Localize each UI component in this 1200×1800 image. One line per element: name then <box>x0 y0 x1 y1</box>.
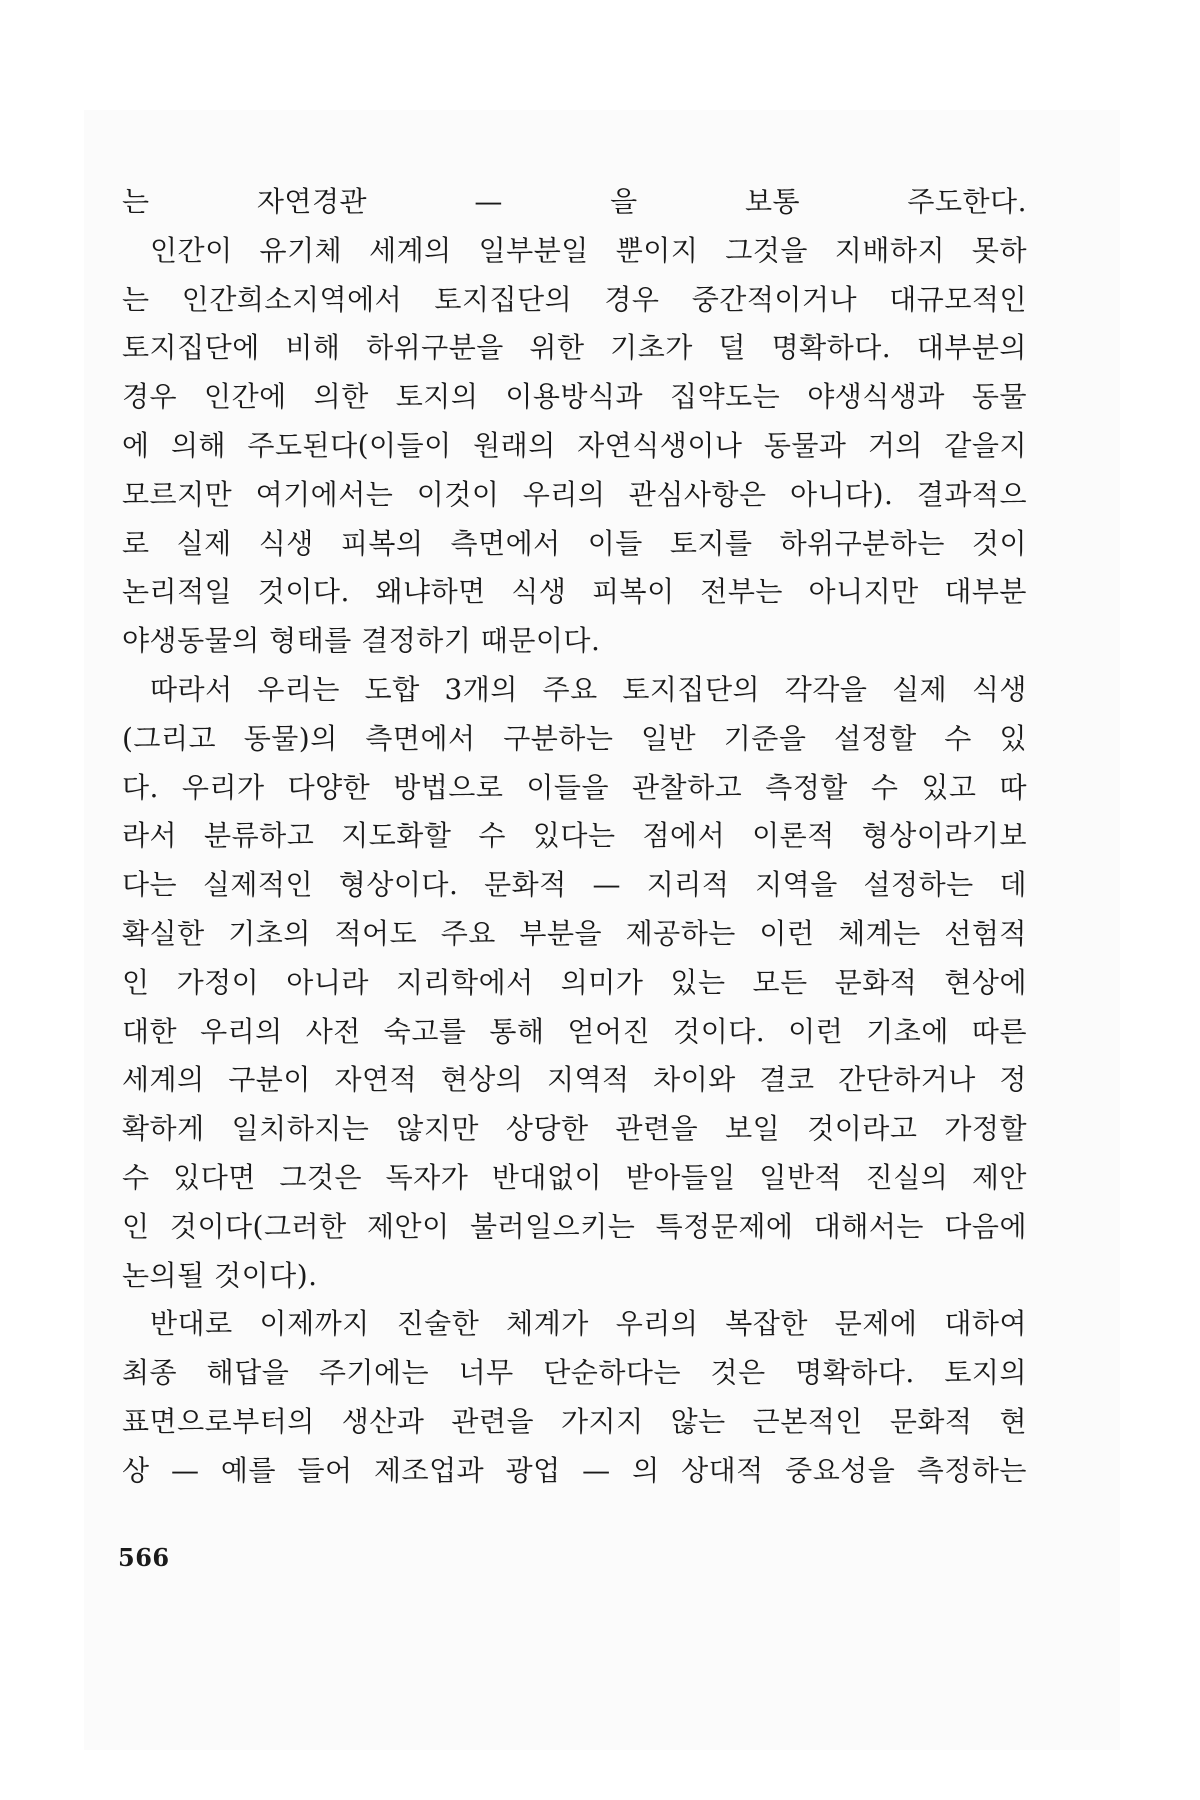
text-line: 세계의 구분이 자연적 현상의 지역적 차이와 결코 간단하거나 정 <box>122 1063 1027 1097</box>
text-line: 따라서 우리는 도합 3개의 주요 토지집단의 각각을 실제 식생 <box>150 672 1027 706</box>
page-number: 566 <box>118 1543 170 1572</box>
text-line: 논의될 것이다). <box>122 1258 318 1292</box>
text-line: 다는 실제적인 형상이다. 문화적 — 지리적 지역을 설정하는 데 <box>122 868 1027 902</box>
text-line: 수 있다면 그것은 독자가 반대없이 받아들일 일반적 진실의 제안 <box>122 1160 1027 1194</box>
text-line: 논리적일 것이다. 왜냐하면 식생 피복이 전부는 아니지만 대부분 <box>122 575 1027 609</box>
text-line: 는 자연경관 — 을 보통 주도한다. <box>122 185 1027 218</box>
text-line: 토지집단에 비해 하위구분을 위한 기초가 덜 명확하다. 대부분의 <box>122 331 1027 365</box>
text-line: 확하게 일치하지는 않지만 상당한 관련을 보일 것이라고 가정할 <box>122 1112 1027 1146</box>
text-line: 로 실제 식생 피복의 측면에서 이들 토지를 하위구분하는 것이 <box>122 526 1027 560</box>
text-line: 라서 분류하고 지도화할 수 있다는 점에서 이론적 형상이라기보 <box>122 819 1027 853</box>
text-line: 다. 우리가 다양한 방법으로 이들을 관찰하고 측정할 수 있고 따 <box>122 770 1027 804</box>
text-line: 표면으로부터의 생산과 관련을 가지지 않는 근본적인 문화적 현 <box>122 1404 1027 1438</box>
text-line: 확실한 기초의 적어도 주요 부분을 제공하는 이런 체계는 선험적 <box>122 916 1027 950</box>
text-line: 인 가정이 아니라 지리학에서 의미가 있는 모든 문화적 현상에 <box>122 965 1027 999</box>
text-line: 최종 해답을 주기에는 너무 단순하다는 것은 명확하다. 토지의 <box>122 1356 1027 1390</box>
text-line: (그리고 동물)의 측면에서 구분하는 일반 기준을 설정할 수 있 <box>122 721 1027 755</box>
text-line: 경우 인간에 의한 토지의 이용방식과 집약도는 야생식생과 동물 <box>122 380 1027 414</box>
text-line: 인간이 유기체 세계의 일부분일 뿐이지 그것을 지배하지 못하 <box>150 233 1027 267</box>
text-line: 인 것이다(그러한 제안이 불러일으키는 특정문제에 대해서는 다음에 <box>122 1209 1027 1243</box>
text-line: 모르지만 여기에서는 이것이 우리의 관심사항은 아니다). 결과적으 <box>122 477 1027 511</box>
text-line: 대한 우리의 사전 숙고를 통해 얻어진 것이다. 이런 기초에 따른 <box>122 1014 1027 1048</box>
text-line: 상 — 예를 들어 제조업과 광업 — 의 상대적 중요성을 측정하는 <box>122 1453 1027 1487</box>
text-line: 는 인간희소지역에서 토지집단의 경우 중간적이거나 대규모적인 <box>122 282 1027 316</box>
text-line: 야생동물의 형태를 결정하기 때문이다. <box>122 624 601 658</box>
text-line: 에 의해 주도된다(이들이 원래의 자연식생이나 동물과 거의 같을지 <box>122 428 1027 462</box>
text-line: 반대로 이제까지 진술한 체계가 우리의 복잡한 문제에 대하여 <box>150 1307 1027 1341</box>
body-text <box>122 178 1027 1496</box>
